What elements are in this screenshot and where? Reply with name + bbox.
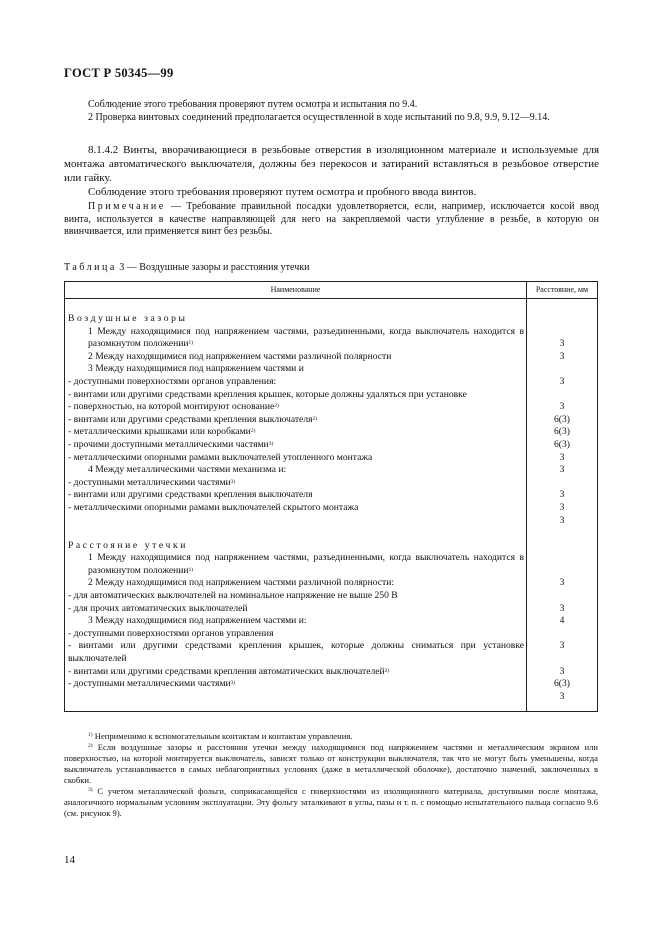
table-row-text [68, 326, 524, 351]
table-row-text [68, 351, 524, 364]
row-label: - металлическими опорными рамами выключателей скрытого монтажа [68, 501, 359, 513]
note-paragraph [64, 201, 599, 239]
spacer [527, 540, 597, 553]
row-label: 3 Между находящимися под напряжением частями и [88, 363, 304, 375]
clause-8-1-4-2: 8.1.4.2 Винты, вворачивающиеся в резьбовые отверстия в изоляционном материале и используемые для монтажа автоматического выключателя, должны без перекосов и затираний вставляться в резьбовое отверстие или гайку. [64, 144, 599, 184]
row-value: 3 [559, 401, 565, 413]
table-row-text [68, 439, 524, 452]
table-row-text [68, 401, 524, 414]
creepage-rows [68, 552, 524, 691]
row-label: 2 Между находящимися под напряжением частями различной полярности: [88, 577, 394, 589]
footnote-mark: 1) [188, 566, 194, 573]
row-value: 6(3) [554, 678, 570, 690]
row-value: 3 [559, 489, 565, 501]
row-label: - винтами или другими средствами крепления автоматических выключателей [68, 665, 385, 677]
air-gaps-rows [68, 326, 524, 515]
table-row-text [68, 489, 524, 502]
row-value: 6(3) [554, 438, 570, 450]
table-row-text [68, 389, 524, 402]
row-value: 3 [559, 690, 565, 702]
row-value: 3 [559, 577, 565, 589]
footnote-mark: 3) [230, 680, 236, 687]
row-value [527, 628, 597, 641]
note-label: Примечание [88, 201, 166, 212]
table-row-text [68, 577, 524, 590]
spacer [68, 527, 524, 540]
column-header-distance: Расстояние, мм [527, 282, 598, 299]
section-title-creepage: Расстояние утечки [68, 539, 188, 551]
table-row-text [68, 452, 524, 465]
page-number: 14 [64, 854, 75, 866]
spacer [527, 389, 597, 402]
table-row-text [68, 426, 524, 439]
row-value: 3 [559, 501, 565, 513]
section-title-air-gaps: Воздушные зазоры [68, 313, 188, 324]
table-row-text [68, 640, 524, 665]
intro-paragraph-2: 2 Проверка винтовых соединений предполагается осуществленной в ходе испытаний по 9.8, 9.9, 9.12—9.14. [88, 112, 550, 123]
table-row-text [68, 477, 524, 490]
clause-check-text: Соблюдение этого требования проверяют путем осмотра и пробного ввода винтов. [88, 186, 477, 198]
creepage-values [527, 565, 597, 704]
table-row-text [68, 615, 524, 628]
footnote [64, 731, 598, 742]
table-row-text [68, 590, 524, 603]
table-value-column [527, 299, 598, 712]
document-header: ГОСТ Р 50345—99 [64, 66, 174, 80]
spacer [68, 515, 524, 528]
table-caption [64, 262, 309, 273]
spacer [527, 527, 597, 540]
table-row-text [68, 552, 524, 577]
footnote-text: С учетом металлической фольги, соприкасающейся с поверхностями из изоляционного материала, доступными после монтажа, аналогичного нормальным условиям эксплуатации. Эту фольгу заталкивают в углы, пазы и т. п. с помощью испытательного пальца согласно 9.6 (см. рисунок 9). [64, 786, 598, 818]
footnote-mark: 1) [188, 340, 194, 347]
table-row-text [68, 678, 524, 691]
row-label: - для автоматических выключателей на номинальное напряжение не выше 250 В [68, 590, 398, 602]
clearances-table [64, 281, 598, 712]
table-row-text [68, 363, 524, 376]
row-label: - металлическими крышками или коробками [68, 426, 251, 438]
row-label: - доступными металлическими частями [68, 476, 231, 488]
table-row-text [68, 666, 524, 679]
spacer [527, 565, 597, 578]
row-value: 3 [559, 350, 565, 362]
row-value: 3 [559, 602, 565, 614]
row-label: 3 Между находящимися под напряжением частями и: [88, 615, 307, 627]
row-value [527, 363, 597, 376]
intro-paragraph-1: Соблюдение этого требования проверяют путем осмотра и испытания по 9.4. [88, 99, 418, 110]
footnote-mark: 2) [384, 667, 390, 674]
row-label: - винтами или другими средствами крепления выключателя [68, 413, 313, 425]
row-label: - прочими доступными металлическими частями [68, 438, 269, 450]
table-row-text [68, 628, 524, 641]
table-caption-label: Таблица [64, 262, 117, 273]
spacer [527, 313, 597, 326]
footnote-mark: 3) [230, 478, 236, 485]
row-value: 3 [559, 451, 565, 463]
footnote-mark: 3) [268, 440, 274, 447]
table-row-text [68, 376, 524, 389]
spacer [527, 653, 597, 666]
row-value [527, 477, 597, 490]
footnote-text: Неприменимо к вспомогательным контактам и контактам управления. [92, 731, 353, 741]
row-value: 3 [559, 338, 565, 350]
footnote-mark: 3) [88, 787, 93, 793]
row-label: - винтами или другими средствами крепления крышек, которые должны удаляться при установке [68, 388, 467, 400]
row-label: 2 Между находящимися под напряжением частями различной полярности [88, 350, 392, 362]
spacer [527, 326, 597, 339]
row-label: 4 Между металлическими частями механизма и: [88, 464, 287, 476]
footnote-mark: 2) [250, 428, 256, 435]
row-value: 3 [559, 640, 565, 652]
table-row-text [68, 414, 524, 427]
column-header-name: Наименование [65, 282, 527, 299]
table-row-text [68, 603, 524, 616]
footnote-mark: 2) [274, 403, 279, 410]
row-value: 3 [559, 665, 565, 677]
table-footnotes [64, 731, 598, 819]
row-label: - металлическими опорными рамами выключателей утопленного монтажа [68, 451, 373, 463]
note-text: — Требование правильной посадки удовлетворяется, если, например, исключается косой ввод винта, используется в качестве направляющей для него на закрепляемой части углубление в резьбе, в которую он ввинчивается, или применяется винт без резьбы. [64, 201, 599, 237]
row-label: - винтами или другими средствами крепления крышек, которые должны сниматься при установке выключателей [68, 640, 524, 665]
row-value: 6(3) [554, 413, 570, 425]
row-label: - для прочих автоматических выключателей [68, 602, 248, 614]
row-label: - доступными поверхностями органов управления: [68, 375, 277, 387]
footnote-mark: 1) [88, 732, 93, 738]
table-caption-text: 3 — Воздушные зазоры и расстояния утечки [116, 262, 310, 273]
footnote [64, 786, 598, 819]
row-label: - доступными металлическими частями [68, 678, 231, 690]
footnote-text: Если воздушные зазоры и расстояния утечки между находящимися под напряжением частями и металлическим экраном или поверхностью, на которой монтируется выключатель, зависят только от конструкции выключателя, так что не могут быть уменьшены, когда выключатель устанавливается в самых неблагоприятных условиях (даже в металлической оболочке), достаточно значений, заключенных в скобки. [64, 742, 598, 785]
row-label: - поверхностью, на которой монтируют основание [68, 401, 275, 413]
row-label: - винтами или другими средствами крепления выключателя [68, 489, 313, 501]
air-gaps-values [527, 326, 597, 528]
table-row-text [68, 464, 524, 477]
footnote-mark: 2) [312, 415, 318, 422]
table-row-text [68, 502, 524, 515]
row-value [527, 590, 597, 603]
row-label: - доступными поверхностями органов управления [68, 627, 274, 639]
row-label: 1 Между находящимися под напряжением частями, разъединенными, когда выключатель находится в разомкнутом положении [88, 325, 524, 350]
row-label: 1 Между находящимися под напряжением частями, разъединенными, когда выключатель находится в разомкнутом положении [88, 552, 524, 576]
table-text-column [65, 299, 527, 712]
spacer [527, 552, 597, 565]
footnote [64, 742, 598, 786]
row-value: 3 [559, 464, 565, 476]
row-value: 4 [559, 615, 565, 627]
row-value: 3 [559, 375, 565, 387]
row-value: 6(3) [554, 426, 570, 438]
row-value: 3 [559, 514, 565, 526]
footnote-mark: 2) [88, 743, 93, 749]
